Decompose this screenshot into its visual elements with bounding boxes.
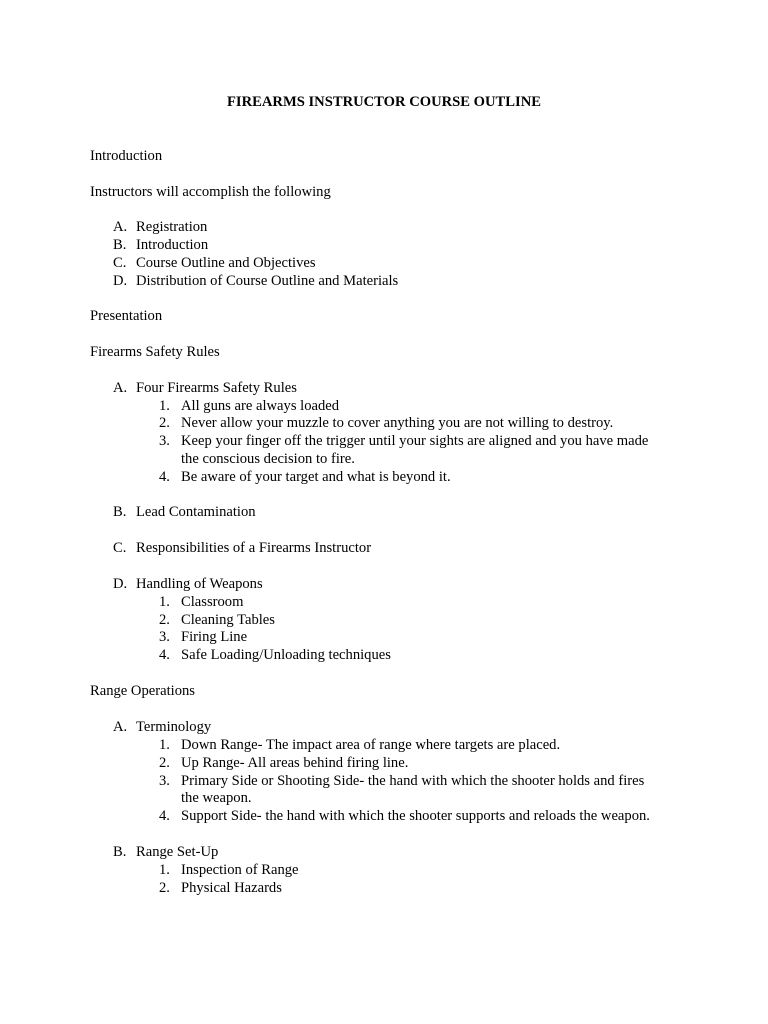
section-title: Handling of Weapons <box>136 576 263 592</box>
list-marker: 2. <box>159 755 170 771</box>
section-marker: B. <box>113 504 127 520</box>
list-marker: 1. <box>159 594 170 610</box>
list-item: Primary Side or Shooting Side- the hand with which the shooter holds and fires <box>181 773 645 789</box>
list-marker: 4. <box>159 647 170 663</box>
list-item: Classroom <box>181 594 244 610</box>
list-item-continuation: the conscious decision to fire. <box>181 451 355 467</box>
list-marker: 2. <box>159 880 170 896</box>
list-marker: C. <box>113 255 127 271</box>
list-item: Up Range- All areas behind firing line. <box>181 755 409 771</box>
list-item: Firing Line <box>181 629 248 645</box>
list-item: Distribution of Course Outline and Materials <box>136 273 399 289</box>
list-item: Never allow your muzzle to cover anything you are not willing to destroy. <box>181 415 614 431</box>
introduction-heading: Introduction <box>90 148 163 164</box>
section-title: Range Set-Up <box>136 844 219 860</box>
list-item: Inspection of Range <box>181 862 299 878</box>
range-operations-heading: Range Operations <box>90 683 195 699</box>
list-marker: 3. <box>159 773 170 789</box>
list-item: Physical Hazards <box>181 880 282 896</box>
document-title: FIREARMS INSTRUCTOR COURSE OUTLINE <box>227 94 541 110</box>
list-marker: 1. <box>159 398 170 414</box>
list-marker: 4. <box>159 808 170 824</box>
section-marker: A. <box>113 380 128 396</box>
section-marker: C. <box>113 540 127 556</box>
list-item: Keep your finger off the trigger until your sights are aligned and you have made <box>181 433 649 449</box>
introduction-lead: Instructors will accomplish the following <box>90 184 331 200</box>
list-marker: 1. <box>159 737 170 753</box>
presentation-heading: Presentation <box>90 308 163 324</box>
list-marker: D. <box>113 273 128 289</box>
list-item: Registration <box>136 219 208 235</box>
list-marker: 1. <box>159 862 170 878</box>
list-item: Be aware of your target and what is beyond it. <box>181 469 451 485</box>
section-title: Four Firearms Safety Rules <box>136 380 297 396</box>
list-item-continuation: the weapon. <box>181 790 252 806</box>
section-marker: B. <box>113 844 127 860</box>
list-item: Support Side- the hand with which the shooter supports and reloads the weapon. <box>181 808 650 824</box>
list-item: Safe Loading/Unloading techniques <box>181 647 391 663</box>
list-marker: 4. <box>159 469 170 485</box>
list-item: Introduction <box>136 237 209 253</box>
section-title: Lead Contamination <box>136 504 256 520</box>
list-marker: 3. <box>159 433 170 449</box>
section-title: Responsibilities of a Firearms Instructor <box>136 540 372 556</box>
list-item: All guns are always loaded <box>181 398 340 414</box>
list-marker: B. <box>113 237 127 253</box>
list-marker: A. <box>113 219 128 235</box>
list-marker: 2. <box>159 415 170 431</box>
list-marker: 3. <box>159 629 170 645</box>
list-item: Down Range- The impact area of range where targets are placed. <box>181 737 561 753</box>
list-item: Cleaning Tables <box>181 612 275 628</box>
list-item: Course Outline and Objectives <box>136 255 316 271</box>
safety-rules-heading: Firearms Safety Rules <box>90 344 220 360</box>
list-marker: 2. <box>159 612 170 628</box>
section-marker: D. <box>113 576 128 592</box>
section-marker: A. <box>113 719 128 735</box>
section-title: Terminology <box>136 719 212 735</box>
